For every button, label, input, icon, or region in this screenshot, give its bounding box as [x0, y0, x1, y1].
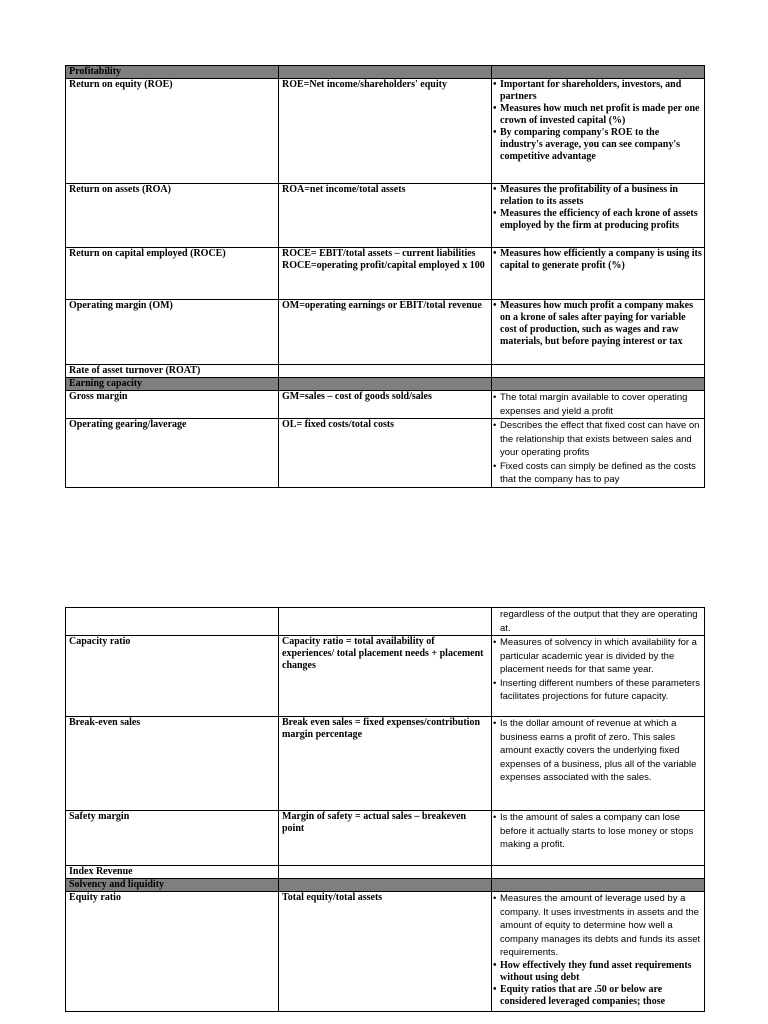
ratio-formula: OL= fixed costs/total costs	[279, 419, 492, 488]
ratio-formula	[279, 365, 492, 378]
table-row	[66, 391, 705, 419]
section-header-row	[66, 66, 705, 79]
ratio-formula: GM=sales – cost of goods sold/sales	[279, 391, 492, 419]
ratio-description	[492, 636, 705, 717]
ratio-formula: ROE=Net income/shareholders' equity	[279, 79, 492, 184]
ratio-description	[492, 248, 705, 300]
description-bullet: • Is the dollar amount of revenue at which a business earns a profit of zero. This sales amount exactly covers the underlying fixed expenses of a business, plus all of the variable expenses associated with the sales.	[493, 717, 702, 785]
table-row	[66, 79, 705, 184]
description-bullet: • Fixed costs can simply be defined as the costs that the company has to pay	[493, 460, 702, 487]
ratio-name: Safety margin	[66, 811, 279, 866]
ratio-formula: Margin of safety = actual sales – breakeven point	[279, 811, 492, 866]
section-header-row	[66, 879, 705, 892]
description-bullet: • Inserting different numbers of these parameters facilitates projections for future capacity.	[493, 677, 702, 704]
description-bullet: • Measures how much profit a company makes on a krone of sales after paying for variable cost of production, such as wages and raw materials, but before paying interest or tax	[493, 300, 702, 348]
description-bullet: • Measures how efficiently a company is using its capital to generate profit (%)	[493, 248, 702, 272]
section-header-row	[66, 378, 705, 391]
table-row	[66, 608, 705, 636]
ratio-name: Return on equity (ROE)	[66, 79, 279, 184]
description-bullet: • Describes the effect that fixed cost can have on the relationship that exists between sales and your operating profits	[493, 419, 702, 460]
description-bullet: • Important for shareholders, investors, and partners	[493, 79, 702, 103]
description-bullet: • Measures the profitability of a business in relation to its assets	[493, 184, 702, 208]
ratio-name: Gross margin	[66, 391, 279, 419]
ratio-name: Break-even sales	[66, 717, 279, 811]
table-row	[66, 419, 705, 488]
ratio-name: Index Revenue	[66, 866, 279, 879]
ratio-name: Return on assets (ROA)	[66, 184, 279, 248]
ratio-formula: Break even sales = fixed expenses/contribution margin percentage	[279, 717, 492, 811]
description-bullet: • Measures of solvency in which availability for a particular academic year is divided by the placement needs for that same year.	[493, 636, 702, 677]
ratio-name: Operating gearing/laverage	[66, 419, 279, 488]
ratio-formula: OM=operating earnings or EBIT/total revenue	[279, 300, 492, 365]
table-row	[66, 636, 705, 717]
ratio-description	[492, 811, 705, 866]
description-bullet: • Measures how much net profit is made per one crown of invested capital (%)	[493, 103, 702, 127]
ratios-table-top	[65, 65, 705, 488]
ratio-description	[492, 717, 705, 811]
ratio-name: Equity ratio	[66, 892, 279, 1012]
ratio-formula: Total equity/total assets	[279, 892, 492, 1012]
table-row	[66, 811, 705, 866]
description-bullet: • Measures the amount of leverage used by a company. It uses investments in assets and the amount of equity to determine how well a company manages its debts and funds its asset requirements.	[493, 892, 702, 960]
section-title: Earning capacity	[66, 378, 279, 391]
ratio-formula	[279, 866, 492, 879]
ratio-description	[492, 300, 705, 365]
ratio-description	[492, 419, 705, 488]
description-bullet: • By comparing company's ROE to the industry's average, you can see company's competitive advantage	[493, 127, 702, 163]
ratios-table-bottom	[65, 607, 705, 1012]
ratio-description	[492, 79, 705, 184]
table-row	[66, 866, 705, 879]
description-continuation: regardless of the output that they are operating at.	[500, 609, 698, 634]
table-row	[66, 717, 705, 811]
description-bullet: • Equity ratios that are .50 or below are considered leveraged companies; those	[493, 984, 702, 1008]
section-title: Solvency and liquidity	[66, 879, 279, 892]
section-title: Profitability	[66, 66, 279, 79]
table-row	[66, 300, 705, 365]
ratio-name: Rate of asset turnover (ROAT)	[66, 365, 279, 378]
description-bullet: • Is the amount of sales a company can lose before it actually starts to lose money or stops making a profit.	[493, 811, 702, 852]
ratio-description	[492, 391, 705, 419]
table-row	[66, 248, 705, 300]
ratio-formula: ROCE= EBIT/total assets – current liabilities ROCE=operating profit/capital employed x 100	[279, 248, 492, 300]
description-bullet: • Measures the efficiency of each krone of assets employed by the firm at producing profits	[493, 208, 702, 232]
table-row	[66, 892, 705, 1012]
description-bullet: • How effectively they fund asset requirements without using debt	[493, 960, 702, 984]
ratio-name: Return on capital employed (ROCE)	[66, 248, 279, 300]
ratio-name: Operating margin (OM)	[66, 300, 279, 365]
table-row	[66, 365, 705, 378]
ratio-description	[492, 184, 705, 248]
ratio-formula: Capacity ratio = total availability of experiences/ total placement needs + placement changes	[279, 636, 492, 717]
ratio-description	[492, 892, 705, 1012]
table-row	[66, 184, 705, 248]
description-bullet: • The total margin available to cover operating expenses and yield a profit	[493, 391, 702, 418]
ratio-description	[492, 608, 705, 636]
ratio-formula: ROA=net income/total assets	[279, 184, 492, 248]
ratio-name: Capacity ratio	[66, 636, 279, 717]
